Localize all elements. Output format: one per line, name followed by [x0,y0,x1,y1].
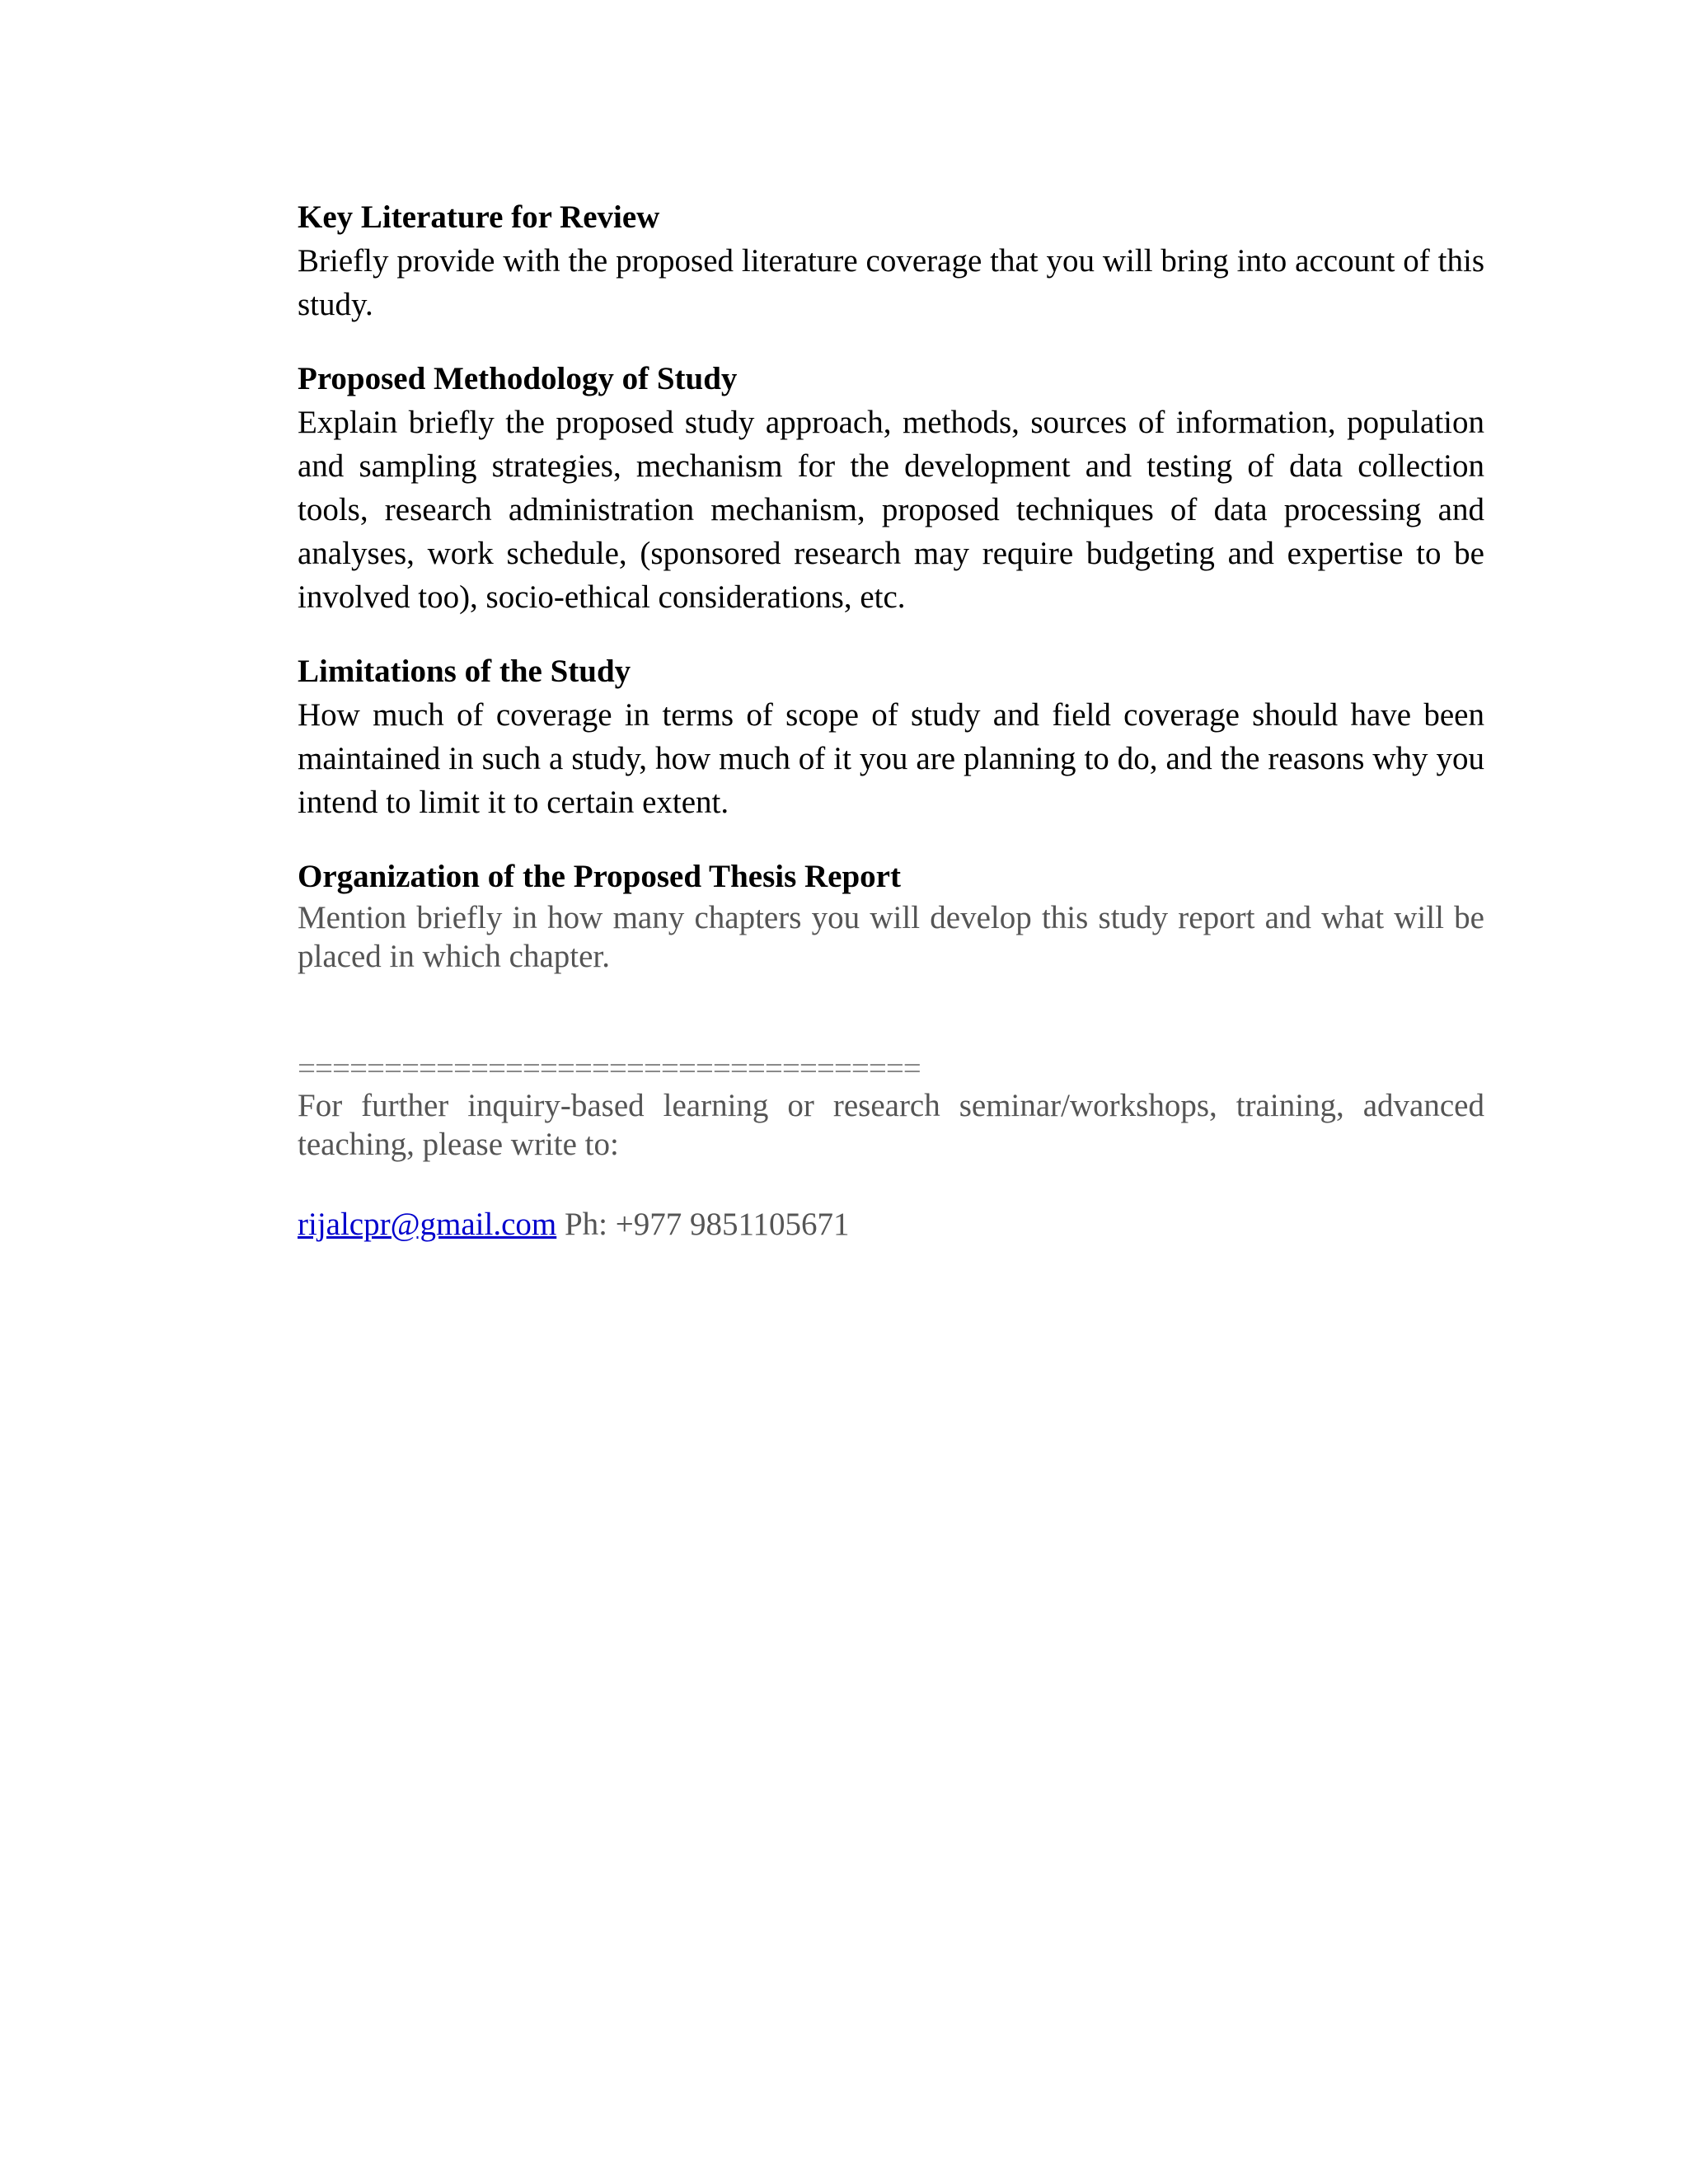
section-heading: Limitations of the Study [298,654,631,689]
phone-number: Ph: +977 9851105671 [564,1207,850,1242]
contact-line [298,1205,1484,1244]
section-body: Mention briefly in how many chapters you will develop this study report and what will be placed in which chapter. [298,900,1484,974]
section-methodology [298,358,1484,619]
section-body: Explain briefly the proposed study approach, methods, sources of information, population and sampling strategies, mechanism for the development and testing of data collection tools, research administration mechanism, proposed techniques of data processing and analyses, work schedule, (sponsored research may require budgeting and expertise to be involved too), socio-ethical considerations, etc. [298,405,1484,615]
section-heading: Proposed Methodology of Study [298,361,738,396]
email-link[interactable]: rijalcpr@gmail.com [298,1207,557,1242]
section-key-literature [298,196,1484,326]
section-limitations [298,650,1484,824]
section-heading: Organization of the Proposed Thesis Report [298,859,901,894]
footer-divider: ==================================== [298,1052,921,1086]
section-body: Briefly provide with the proposed literature coverage that you will bring into account of this study. [298,243,1484,322]
document-page [298,196,1484,1244]
section-organization [298,855,1484,976]
section-heading: Key Literature for Review [298,199,660,235]
section-body: How much of coverage in terms of scope of study and field coverage should have been maintained in such a study, how much of it you are planning to do, and the reasons why you intend to limit it to certain extent. [298,697,1484,820]
inquiry-text: For further inquiry-based learning or research seminar/workshops, training, advanced teaching, please write to: [298,1088,1484,1162]
